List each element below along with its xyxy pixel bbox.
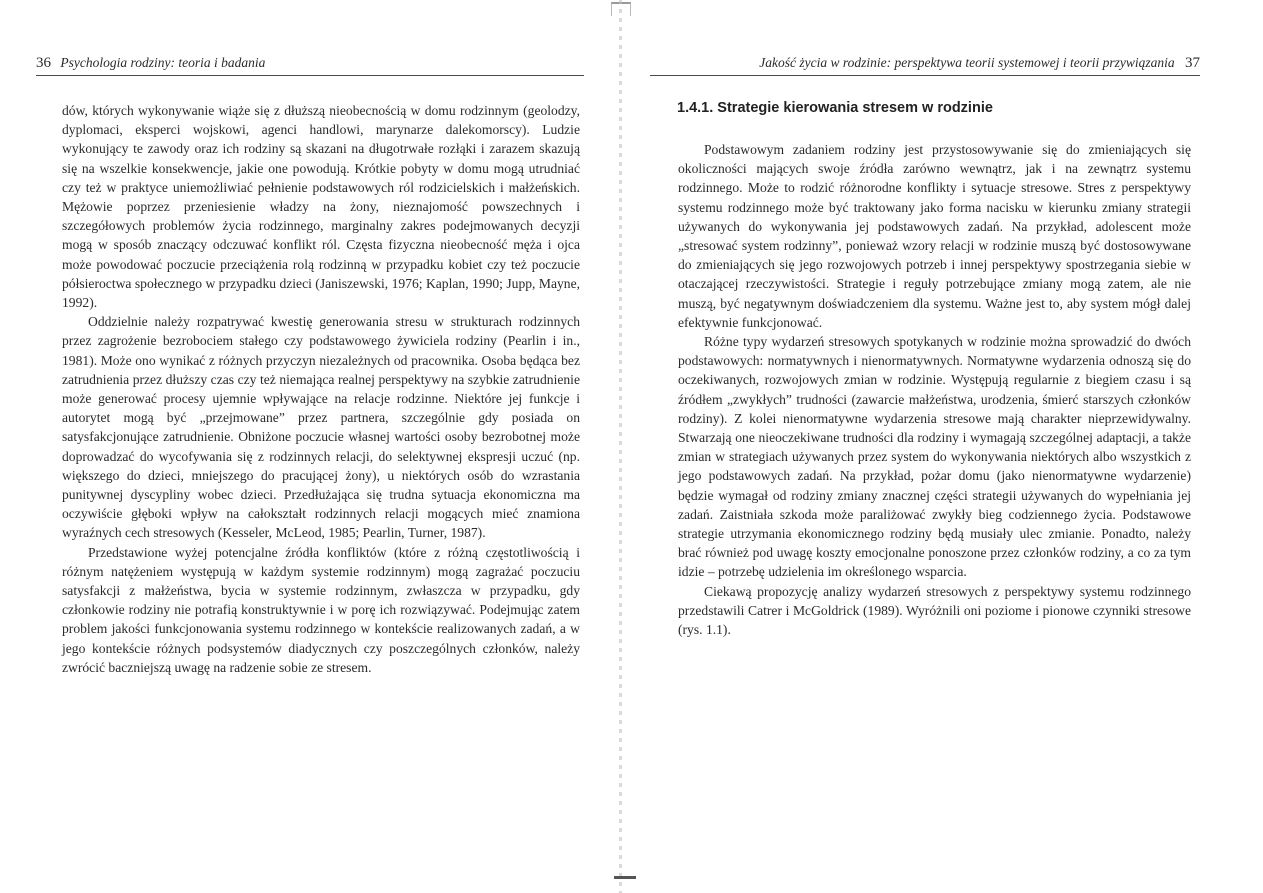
left-page-number: 36	[36, 55, 51, 71]
paragraph: Oddzielnie należy rozpatrywać kwestię generowania stresu w strukturach rodzinnych przez zagrożenie bezrobociem stałego czy podstawowego żywiciela rodziny (Pearlin i in., 1981). Może ono wynikać z różnych przyczyn niezależnych od pracownika. Osoba będąca bez zatrudnienia przez dłuższy czas czy też niemająca realnej perspektywy na szybkie zatrudnienie może generować procesy ujemnie wpływające na relacje rodzinne. Niektóre jej funkcje i autorytet mogą być „przejmowane” przez partnera, szczególnie gdy posiada on satysfakcjonujące zatrudnienie. Obniżone poczucie własnej wartości osoby bezrobotnej może doprowadzać do wycofywania się z rodzinnych relacji, do selektywnej ekspresji uczuć (np. większego do dzieci, mniejszego do pracującej żony), u niektórych osób do wzrastania punitywnej dyscypliny wobec dzieci. Przedłużająca się trudna sytuacja ekonomiczna ma oczywiście głęboki wpływ na całokształt rodzinnych relacji mogących mieć znamiona wyraźnych cech stresowych (Kesseler, McLeod, 1985; Pearlin, Turner, 1987).	[62, 314, 580, 541]
paragraph: Ciekawą propozycję analizy wydarzeń stresowych z perspektywy systemu rodzinnego przedstawili Catrer i McGoldrick (1989). Wyróżnili oni poziome i pionowe czynniki stresowe (rys. 1.1).	[678, 583, 1191, 638]
left-running-head	[36, 55, 584, 76]
section-title: 1.4.1. Strategie kierowania stresem w rodzinie	[677, 100, 993, 116]
paragraph: Różne typy wydarzeń stresowych spotykanych w rodzinie można sprowadzić do dwóch podstawowych: normatywnych i nienormatywnych. Normatywne wydarzenia odnoszą się do oczekiwanych, rozwojowych zmian w rodzinie. Występują regularnie z biegiem czasu i są źródłem „zwykłych” trudności (zawarcie małżeństwa, urodzenia, śmierć starszych członków rodziny). Z kolei nienormatywne wydarzenia stresowe mają charakter nieprzewidywalny. Stwarzają one nieoczekiwane trudności dla rodziny i wymagają szczególnej adaptacji, a także zmian w strategiach używanych przez system do wykonywania niektórych albo wszystkich z jego podstawowych zadań. Na przykład, pożar domu (jako nienormatywne wydarzenie) będzie wymagał od rodziny zmiany znacznej części strategii używanych do wypełniania jej zadań. Zaistniała szkoda może paraliżować zwykły bieg codziennego życia. Podstawowe strategie utrzymania ekonomicznego rodziny będą musiały ulec zmianie. Ponadto, należy brać również pod uwagę koszty emocjonalne ponoszone przez członków rodziny, a co za tym idzie – potrzebę udzielenia im określonego wsparcia.	[678, 334, 1191, 580]
right-running-head-title: Jakość życia w rodzinie: perspektywa teorii systemowej i teorii przywiązania	[759, 55, 1175, 70]
right-page	[632, 0, 1263, 893]
left-body-text	[62, 101, 580, 677]
left-running-head-title: Psychologia rodziny: teoria i badania	[60, 55, 266, 70]
right-page-number: 37	[1185, 55, 1200, 71]
right-body-text	[678, 140, 1191, 639]
left-page	[0, 0, 620, 893]
paragraph: Przedstawione wyżej potencjalne źródła konfliktów (które z różną częstotliwością i różnym natężeniem występują w każdym systemie rodzinnym) mogą zagrażać poczuciu satysfakcji z małżeństwa, bycia w systemie rodzinnym, zwłaszcza w przypadku, gdy członkowie rodziny nie potrafią konstruktywnie i w porę ich rozwiązywać. Podejmując zatem problem jakości funkcjonowania systemu rodzinnego w kontekście realizowanych zadań, a w jego kontekście różnych podsystemów diadycznych czy poszczególnych członków, należy zwrócić baczniejszą uwagę na radzenie sobie ze stresem.	[62, 544, 580, 675]
paragraph: dów, których wykonywanie wiąże się z dłuższą nieobecnością w domu rodzinnym (geolodzy, dyplomaci, eksperci wojskowi, agenci handlowi, marynarze dalekomorscy). Ludzie wykonujący te zawody oraz ich rodziny są skazani na długotrwałe rozłąki i zarazem skazują się na wszelkie konsekwencje, jakie one powodują. Krótkie pobyty w domu mogą utrudniać czy też w praktyce uniemożliwiać pełnienie podstawowych ról rodzicielskich i małżeńskich. Mężowie poprzez przeniesienie władzy na żony, nieznajomość powszechnych i szczegółowych problemów życia rodzinnego, marginalny zakres podejmowanych decyzji mogą w sposób znaczący odczuwać konflikt ról. Częsta fizyczna nieobecność męża i ojca może powodować poczucie przeciążenia rolą rodzinną w przypadku kobiet czy też poczucie półsieroctwa społecznego w przypadku dzieci (Janiszewski, 1976; Kaplan, 1990; Jupp, Mayne, 1992).	[62, 103, 580, 311]
right-running-head	[650, 55, 1200, 76]
paragraph: Podstawowym zadaniem rodziny jest przystosowywanie się do zmieniających się okoliczności mających swoje źródła zarówno wewnątrz, jak i na zewnątrz systemu rodzinnego. Może to rodzić różnorodne konflikty i sytuacje stresowe. Stres z perspektywy systemu rodzinnego może być traktowany jako forma nacisku w kierunku zmiany strategii używanych do wykonywania jej podstawowych zadań. Na przykład, adolescent może „stresować system rodzinny”, ponieważ wzory relacji w rodzinie muszą być dostosowywane do zmieniających się jego rozwojowych potrzeb i innej perspektywy spostrzegania siebie w otaczającej rzeczywistości. Strategie i reguły potrzebujące zmiany mogą zatem, ale nie muszą, być negatywnym doświadczeniem dla systemu. Ważne jest to, aby system mógł dalej efektywnie funkcjonować.	[678, 142, 1191, 330]
